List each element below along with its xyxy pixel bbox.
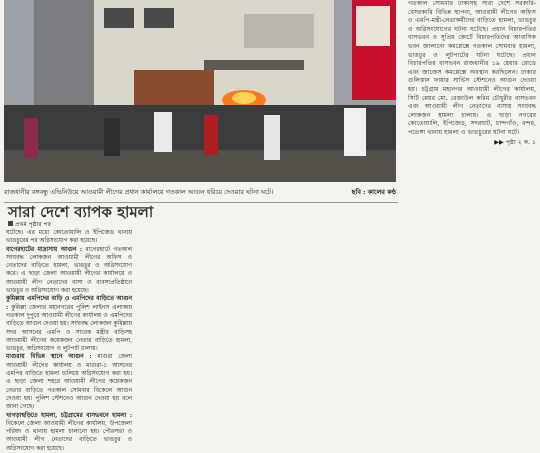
paragraph-lead: খাগড়াছড়িতে হামলা, চট্টগ্রামের বাসভবনে হামলা :	[6, 411, 132, 419]
paragraph-lead: কুমিল্লায় এমপিদের বাড়ি ও এমপিদের বাড়িতে আগুন :	[6, 295, 132, 311]
paragraph	[6, 353, 132, 411]
paragraph-text: মাগুরা জেলা আওয়ামী লীগের কার্যালয় ও মাগুরা-১ আসনের এমপির বাড়িতে হামলা চালিয়ে অগ্নিসংযোগ করা হয়। এ ছাড়া জেলা শহরে আওয়ামী লীগের কয়েকজন নেতার বাড়িতে গতকাল সোমবার বিকেলে আগুন দেওয়া হয়। পুলিশ স্টেশনেও আগুন দেওয়া হয় বলে জানা গেছে।	[6, 354, 132, 411]
photo-caption	[4, 185, 396, 199]
right-column	[408, 0, 536, 200]
paragraph-text: বিকেলে জেলা আওয়ামী লীগের কার্যালয়, উপজেলা পরিষদ ও থানায় হামলা চালানো হয়। পৌরসভা ও আওয়ামী লীগ নেতাদের বাড়িতে ভাঙচুর ও অগ্নিসংযোগ করা হয়েছে।	[6, 420, 132, 452]
paragraph-text: ঘটেছে। এর মধ্যে কোতোয়ালি ও ইপিজেড থানায় ভাঙচুরের পর অগ্নিসংযোগ করা হয়েছে।	[6, 230, 132, 245]
subhead	[8, 221, 51, 229]
paragraph	[6, 246, 132, 296]
paragraph	[6, 295, 132, 353]
paragraph-lead: মাগুরায় বিভিন্ন স্থানে আগুন :	[6, 353, 92, 361]
news-photo-fire-crowd	[4, 0, 396, 182]
left-column	[6, 229, 133, 452]
continued-link[interactable]: ▶▶ পৃষ্ঠা ২ ক. ১	[494, 138, 536, 146]
photo-credit: ছবি : কালের কণ্ঠ	[351, 188, 396, 196]
news-photo	[4, 0, 396, 182]
caption-text: রাজধানীর বঙ্গবন্ধু এভিনিউয়ে আওয়ামী লীগের প্রধান কার্যালয়ে গতকাল আগুন ধরিয়ে দেওয়ার ঘটনা ঘটে।	[4, 188, 274, 196]
paragraph-text: বাগেরহাটে গতকাল সংঘবদ্ধ লোকজন আওয়ামী লীগের অফিস ও নেতাদের বাড়িতে হামলা, ভাঙচুর ও অগ্নিসংযোগ করে। এ ছাড়া জেলা আওয়ামী লীগের কার্যালয়ে ও আওয়ামী লীগ নেতাদের বাসা ও ব্যবসাপ্রতিষ্ঠানে ভাঙচুর ও অগ্নিসংযোগ করা হয়েছে।	[6, 246, 132, 295]
paragraph	[6, 229, 132, 246]
square-bullet-icon	[8, 221, 13, 226]
right-column-text: গতকাল সোমবার ঢাকাসহ সারা দেশে সরকারি-বেসরকারি বিভিন্ন স্থাপনা, আওয়ামী লীগের অফিস ও এমপি-মন্ত্রী-নেতাকর্মীদের বাড়িতে হামলা, ভাঙচুর ও অগ্নিসংযোগের ঘটনা ঘটেছে। প্রধান বিচারপতির বাসভবন ও সুপ্রিম কোর্টে বিচারপতিদের আবাসিক ভবন জালানো কমপ্লেক্সে গতকাল সোমবার হামলা, ভাঙচুর ও লুটপাটের ঘটনা ঘটেছে। প্রধান বিচারপতির বাসভবন রাজধানীর ১৯ হেয়ার রোডে এবং জাজেস কমপ্লেক্সে অবস্থান করছিলেন। ঢাকার গুলিস্তান ফায়ার সার্ভিস স্টেশনেও আগুন দেওয়া হয়। চট্টগ্রাম মহানগর আওয়ামী লীগের কার্যালয়, সিটি মেয়র মো. রেজাউল করিম চৌধুরীর বাসভবন এবং আওয়ামী লীগ নেতাদের বাসায় সংঘবদ্ধ লোকজন হামলা চালায়। এ ছাড়া নগরের কোতোয়ালি, ইপিজেড, সদরঘাট, চান্দগাঁও, বন্দর, পতেঙ্গা থানায় হামলা ও ভাঙচুরের ঘটনা ঘটে।	[408, 0, 536, 136]
paragraph-lead: বাগেরহাটের মাদ্রাসায় আগুন :	[6, 245, 83, 253]
paragraph-text: কুমিল্লা জেলার মহানগরের পুলিশ লাইনস এলাকায় গতকাল দুপুরে আওয়ামী লীগের কার্যালয় ও এমপিদের বাড়িতে আগুন দেওয়া হয়। সংঘবদ্ধ লোকজন কুমিল্লায় সদর আসনের এমপি ও সাবেক মন্ত্রীর বাড়িসহ আওয়ামী লীগের কয়েকজন নেতার বাড়িতে হামলা, ভাঙচুর, অগ্নিসংযোগ ও লুটপাট চালায়।	[6, 304, 133, 353]
paragraph	[6, 412, 132, 453]
headline: সারা দেশে ব্যাপক হামলা	[8, 203, 154, 221]
subhead-text: প্রথম পৃষ্ঠার পর	[15, 221, 51, 228]
